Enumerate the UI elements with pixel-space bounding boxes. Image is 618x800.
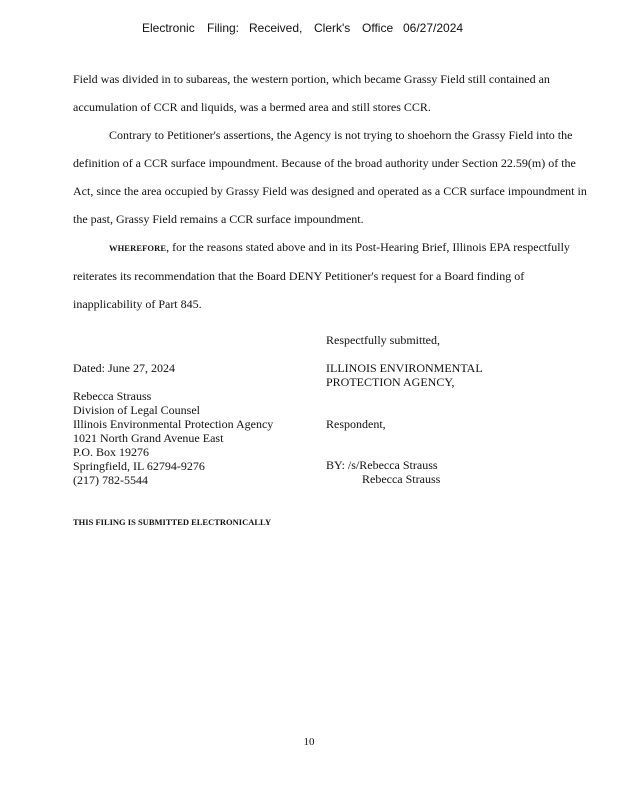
agency-line: ILLINOIS ENVIRONMENTAL <box>326 361 483 375</box>
paragraph-3-text: , for the reasons stated above and in its Post-Hearing Brief, Illinois EPA respectfully reiterates its recommendation that the Board DENY Petitioner's request for a Board finding of inapplicability of Part 845. <box>73 240 570 311</box>
paragraph-1: Field was divided in to subareas, the western portion, which became Grassy Field still contained an accumulation of CCR and liquids, was a bermed area and still stores CCR. <box>73 72 550 114</box>
page-number: 10 <box>303 736 315 748</box>
wherefore-lead: WHEREFORE <box>109 243 167 253</box>
paragraph-2: Contrary to Petitioner's assertions, the Agency is not trying to shoehorn the Grassy Field into the definition of a CCR surface impoundment. Because of the broad authority under Section 22.59(m) of the Act, since the area occupied by Grassy Field was designed and operated as a CCR surface impoundment in the past, Grassy Field remains a CCR surface impoundment. <box>73 128 587 226</box>
counsel-line: P.O. Box 19276 <box>73 445 150 459</box>
counsel-line: (217) 782-5544 <box>73 473 148 487</box>
counsel-line: Springfield, IL 62794-9276 <box>73 459 205 473</box>
closing: Respectfully submitted, <box>326 333 440 347</box>
header-date: 06/27/2024 <box>403 21 464 35</box>
header-word: Clerk's <box>314 21 351 35</box>
electronic-filing-notice: THIS FILING IS SUBMITTED ELECTRONICALLY <box>73 517 272 527</box>
header-word: Electronic <box>142 21 195 35</box>
counsel-block <box>73 389 273 487</box>
paragraph-3 <box>73 233 593 318</box>
signature-by-line: BY: /s/Rebecca Strauss <box>326 458 438 472</box>
counsel-line: Division of Legal Counsel <box>73 403 200 417</box>
document-body <box>73 65 593 318</box>
dated-line: Dated: June 27, 2024 <box>73 361 175 375</box>
header-word: Filing: <box>207 21 240 35</box>
agency-name <box>326 361 483 389</box>
counsel-line: Rebecca Strauss <box>73 389 152 403</box>
agency-line: PROTECTION AGENCY, <box>326 375 455 389</box>
signer-name: Rebecca Strauss <box>362 472 441 486</box>
counsel-line: Illinois Environmental Protection Agency <box>73 417 274 431</box>
counsel-line: 1021 North Grand Avenue East <box>73 431 224 445</box>
header-word: Received, <box>249 21 303 35</box>
respondent-label: Respondent, <box>326 417 386 431</box>
header-word: Office <box>362 21 394 35</box>
